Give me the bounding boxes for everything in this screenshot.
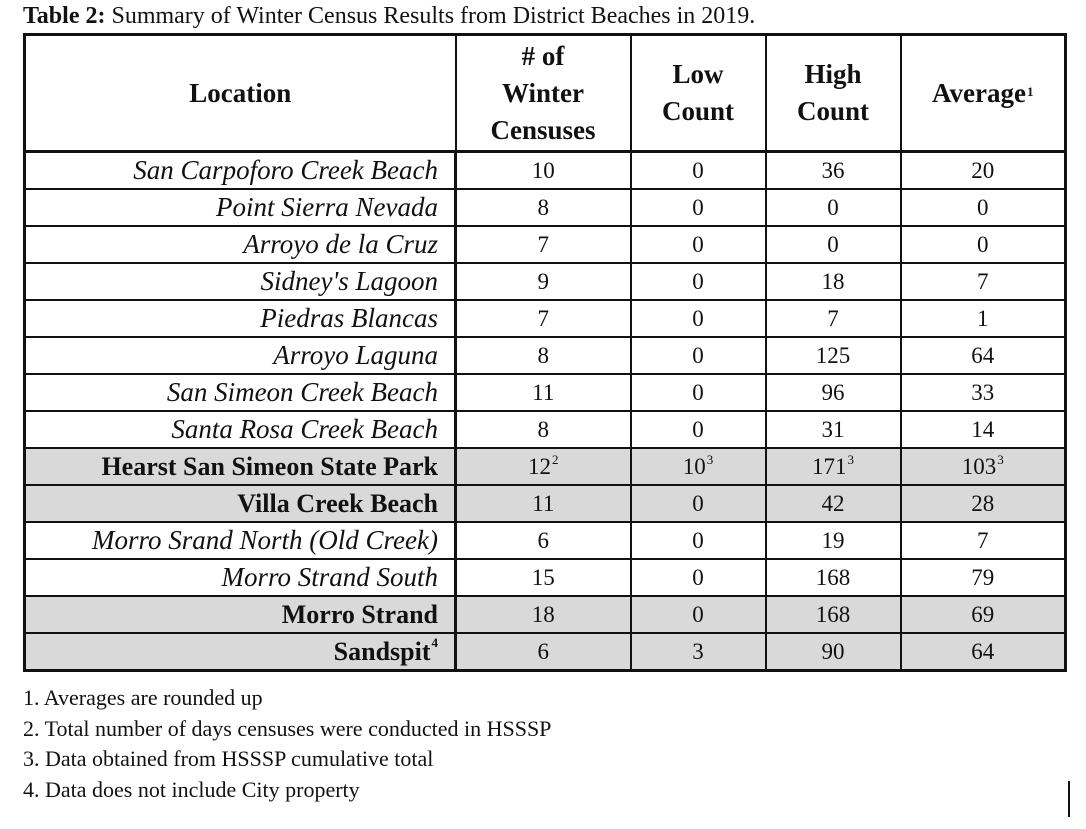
footnote-2: 2. Total number of days censuses were conducted in HSSSP [23, 715, 552, 741]
cell-location-value: Point Sierra Nevada [216, 192, 438, 222]
cell-censuses [456, 152, 631, 190]
cell-censuses [456, 485, 631, 522]
cell-censuses [456, 559, 631, 596]
cell-high-count [766, 226, 901, 263]
cell-low-count [631, 152, 766, 190]
header-censuses-line1: # of [521, 40, 565, 71]
cell-average [901, 559, 1066, 596]
header-low-line1: Low [672, 59, 724, 89]
cell-high-count [766, 411, 901, 448]
table-row [25, 448, 1066, 485]
cell-high-count-value: 18 [821, 268, 845, 294]
cell-high-count-value: 90 [821, 638, 845, 664]
cell-average [901, 522, 1066, 559]
cell-location-footnote: 4 [431, 634, 438, 650]
cell-censuses-footnote: 2 [552, 451, 559, 467]
header-low-count [631, 35, 766, 152]
cell-location-value: Sandspit [333, 636, 431, 666]
cell-low-count-value: 0 [692, 231, 704, 257]
cell-average [901, 189, 1066, 226]
header-high-line1: High [804, 59, 862, 89]
cell-low-count [631, 522, 766, 559]
table-body [25, 152, 1066, 671]
header-average [901, 35, 1066, 152]
cell-location-value: Morro Strand South [221, 562, 438, 592]
cell-low-count-value: 0 [692, 194, 704, 220]
cell-high-count [766, 300, 901, 337]
cell-high-count [766, 374, 901, 411]
cell-low-count [631, 596, 766, 633]
cell-average [901, 485, 1066, 522]
cell-high-count-value: 96 [821, 379, 845, 405]
cell-location-value: San Simeon Creek Beach [166, 377, 438, 407]
cell-low-count-value: 0 [692, 157, 704, 183]
cell-location [25, 374, 456, 411]
cell-censuses [456, 189, 631, 226]
cell-high-count [766, 522, 901, 559]
cell-location [25, 300, 456, 337]
cell-high-count [766, 189, 901, 226]
table-row [25, 485, 1066, 522]
cell-low-count-value: 0 [692, 416, 704, 442]
cell-average-value: 64 [971, 638, 995, 664]
cell-average [901, 300, 1066, 337]
cell-low-count-value: 0 [692, 490, 704, 516]
cell-high-count-value: 19 [821, 527, 845, 553]
cell-censuses-value: 15 [531, 564, 555, 590]
cell-censuses-value: 7 [537, 305, 549, 331]
cell-high-count-value: 36 [821, 157, 845, 183]
header-censuses-line2: Winter [502, 77, 584, 108]
cell-average-value: 79 [971, 564, 995, 590]
cell-high-count-value: 0 [827, 231, 839, 257]
cell-high-count-value: 168 [815, 601, 851, 627]
cell-location-value: Arroyo Laguna [273, 340, 438, 370]
cell-location-value: Hearst San Simeon State Park [101, 451, 438, 481]
cell-location-value: Arroyo de la Cruz [243, 229, 438, 259]
cell-high-count [766, 337, 901, 374]
cell-average [901, 596, 1066, 633]
cell-high-count-value: 42 [821, 490, 845, 516]
cell-high-count [766, 633, 901, 671]
cell-low-count-value: 0 [692, 564, 704, 590]
footnotes [23, 683, 551, 805]
cell-high-count-value: 31 [821, 416, 845, 442]
cell-average [901, 411, 1066, 448]
cell-censuses-value: 6 [537, 638, 549, 664]
header-high-count [766, 35, 901, 152]
cell-low-count-value: 0 [692, 268, 704, 294]
cell-censuses-value: 7 [537, 231, 549, 257]
cell-censuses-value: 10 [531, 157, 555, 183]
cell-low-count-value: 0 [692, 342, 704, 368]
cell-location [25, 559, 456, 596]
cell-high-count-value: 168 [815, 564, 851, 590]
cell-location-value: Morro Strand [281, 599, 438, 629]
cell-high-count-value: 0 [827, 194, 839, 220]
cell-censuses [456, 337, 631, 374]
cell-low-count-value: 3 [692, 638, 704, 664]
cell-average [901, 448, 1066, 485]
cell-average-value: 0 [977, 231, 989, 257]
cell-low-count-value: 0 [692, 305, 704, 331]
table-row [25, 522, 1066, 559]
cell-censuses-value: 12 [528, 453, 551, 479]
cell-average [901, 337, 1066, 374]
cell-average-value: 28 [971, 490, 995, 516]
cell-average-value: 14 [971, 416, 995, 442]
table-row [25, 374, 1066, 411]
cell-high-count [766, 263, 901, 300]
cell-location [25, 226, 456, 263]
table-row [25, 300, 1066, 337]
table-row [25, 411, 1066, 448]
cell-location-value: San Carpoforo Creek Beach [133, 155, 438, 185]
cell-average-value: 69 [971, 601, 995, 627]
cell-location-value: Piedras Blancas [260, 303, 438, 333]
cell-censuses-value: 11 [532, 379, 555, 405]
cell-censuses-value: 8 [537, 416, 549, 442]
cell-location [25, 522, 456, 559]
header-low-line2: Count [661, 96, 735, 126]
cell-location-value: Morro Srand North (Old Creek) [92, 525, 438, 555]
cell-censuses-value: 18 [531, 601, 555, 627]
table-caption [23, 2, 755, 30]
cell-average [901, 633, 1066, 671]
table-row [25, 226, 1066, 263]
table-row [25, 559, 1066, 596]
cell-average-value: 33 [971, 379, 995, 405]
cell-censuses [456, 633, 631, 671]
cell-censuses [456, 522, 631, 559]
cell-high-count [766, 152, 901, 190]
header-average-footnote: 1 [1026, 83, 1034, 99]
header-high-line2: Count [796, 96, 870, 126]
cell-censuses-value: 9 [537, 268, 549, 294]
cell-low-count-value: 10 [682, 453, 706, 479]
table-caption-label: Table 2: [23, 3, 106, 29]
cell-location [25, 596, 456, 633]
cell-location [25, 337, 456, 374]
header-censuses [456, 35, 631, 152]
cell-censuses [456, 263, 631, 300]
cell-high-count [766, 596, 901, 633]
cell-censuses-value: 6 [537, 527, 549, 553]
cell-low-count-value: 0 [692, 601, 704, 627]
cell-average [901, 226, 1066, 263]
cell-average [901, 263, 1066, 300]
cell-average-footnote: 3 [997, 451, 1004, 467]
footnote-3: 3. Data obtained from HSSSP cumulative total [23, 746, 434, 771]
edge-divider [1068, 781, 1070, 817]
cell-censuses [456, 300, 631, 337]
cell-low-count [631, 633, 766, 671]
cell-average-value: 0 [977, 194, 989, 220]
cell-average-value: 103 [961, 453, 997, 479]
cell-censuses [456, 374, 631, 411]
footnote-4: 4. Data does not include City property [23, 776, 360, 802]
cell-censuses-value: 11 [532, 490, 555, 516]
cell-low-count [631, 411, 766, 448]
cell-high-count-value: 125 [815, 342, 851, 368]
table-row [25, 633, 1066, 671]
cell-low-count [631, 374, 766, 411]
cell-location [25, 152, 456, 190]
cell-location-value: Sidney's Lagoon [260, 266, 438, 296]
cell-location [25, 263, 456, 300]
cell-low-count [631, 263, 766, 300]
cell-average-value: 7 [977, 268, 989, 294]
cell-location [25, 411, 456, 448]
cell-censuses-value: 8 [537, 194, 549, 220]
cell-low-count [631, 226, 766, 263]
table-caption-text: Summary of Winter Census Results from District Beaches in 2019. [105, 3, 756, 29]
header-row [25, 35, 1066, 152]
cell-censuses-value: 8 [537, 342, 549, 368]
cell-low-count [631, 189, 766, 226]
cell-low-count [631, 485, 766, 522]
cell-location [25, 448, 456, 485]
cell-low-count [631, 559, 766, 596]
cell-average [901, 374, 1066, 411]
cell-low-count-value: 0 [692, 527, 704, 553]
cell-high-count-footnote: 3 [847, 451, 854, 467]
cell-low-count [631, 448, 766, 485]
cell-location [25, 633, 456, 671]
cell-average-value: 64 [971, 342, 995, 368]
cell-average-value: 7 [977, 527, 989, 553]
cell-low-count [631, 337, 766, 374]
cell-censuses [456, 411, 631, 448]
cell-average-value: 20 [971, 157, 995, 183]
cell-location-value: Villa Creek Beach [237, 488, 438, 518]
cell-censuses [456, 596, 631, 633]
cell-location [25, 189, 456, 226]
cell-censuses [456, 448, 631, 485]
cell-high-count-value: 171 [812, 453, 847, 479]
table-row [25, 263, 1066, 300]
table-row [25, 596, 1066, 633]
cell-low-count-footnote: 3 [706, 451, 714, 467]
cell-high-count [766, 559, 901, 596]
cell-high-count-value: 7 [827, 305, 839, 331]
cell-location [25, 485, 456, 522]
table-row [25, 337, 1066, 374]
cell-average-value: 1 [977, 305, 989, 331]
cell-average [901, 152, 1066, 190]
cell-high-count [766, 448, 901, 485]
footnote-1: 1. Averages are rounded up [23, 685, 263, 710]
cell-low-count [631, 300, 766, 337]
cell-low-count-value: 0 [692, 379, 704, 405]
cell-high-count [766, 485, 901, 522]
cell-censuses [456, 226, 631, 263]
header-censuses-line3: Censuses [490, 114, 596, 145]
cell-location-value: Santa Rosa Creek Beach [171, 414, 438, 444]
census-table [23, 33, 1067, 672]
table-row [25, 189, 1066, 226]
table-row [25, 152, 1066, 190]
header-average-label: Average [932, 77, 1026, 108]
header-location: Location [25, 35, 456, 152]
